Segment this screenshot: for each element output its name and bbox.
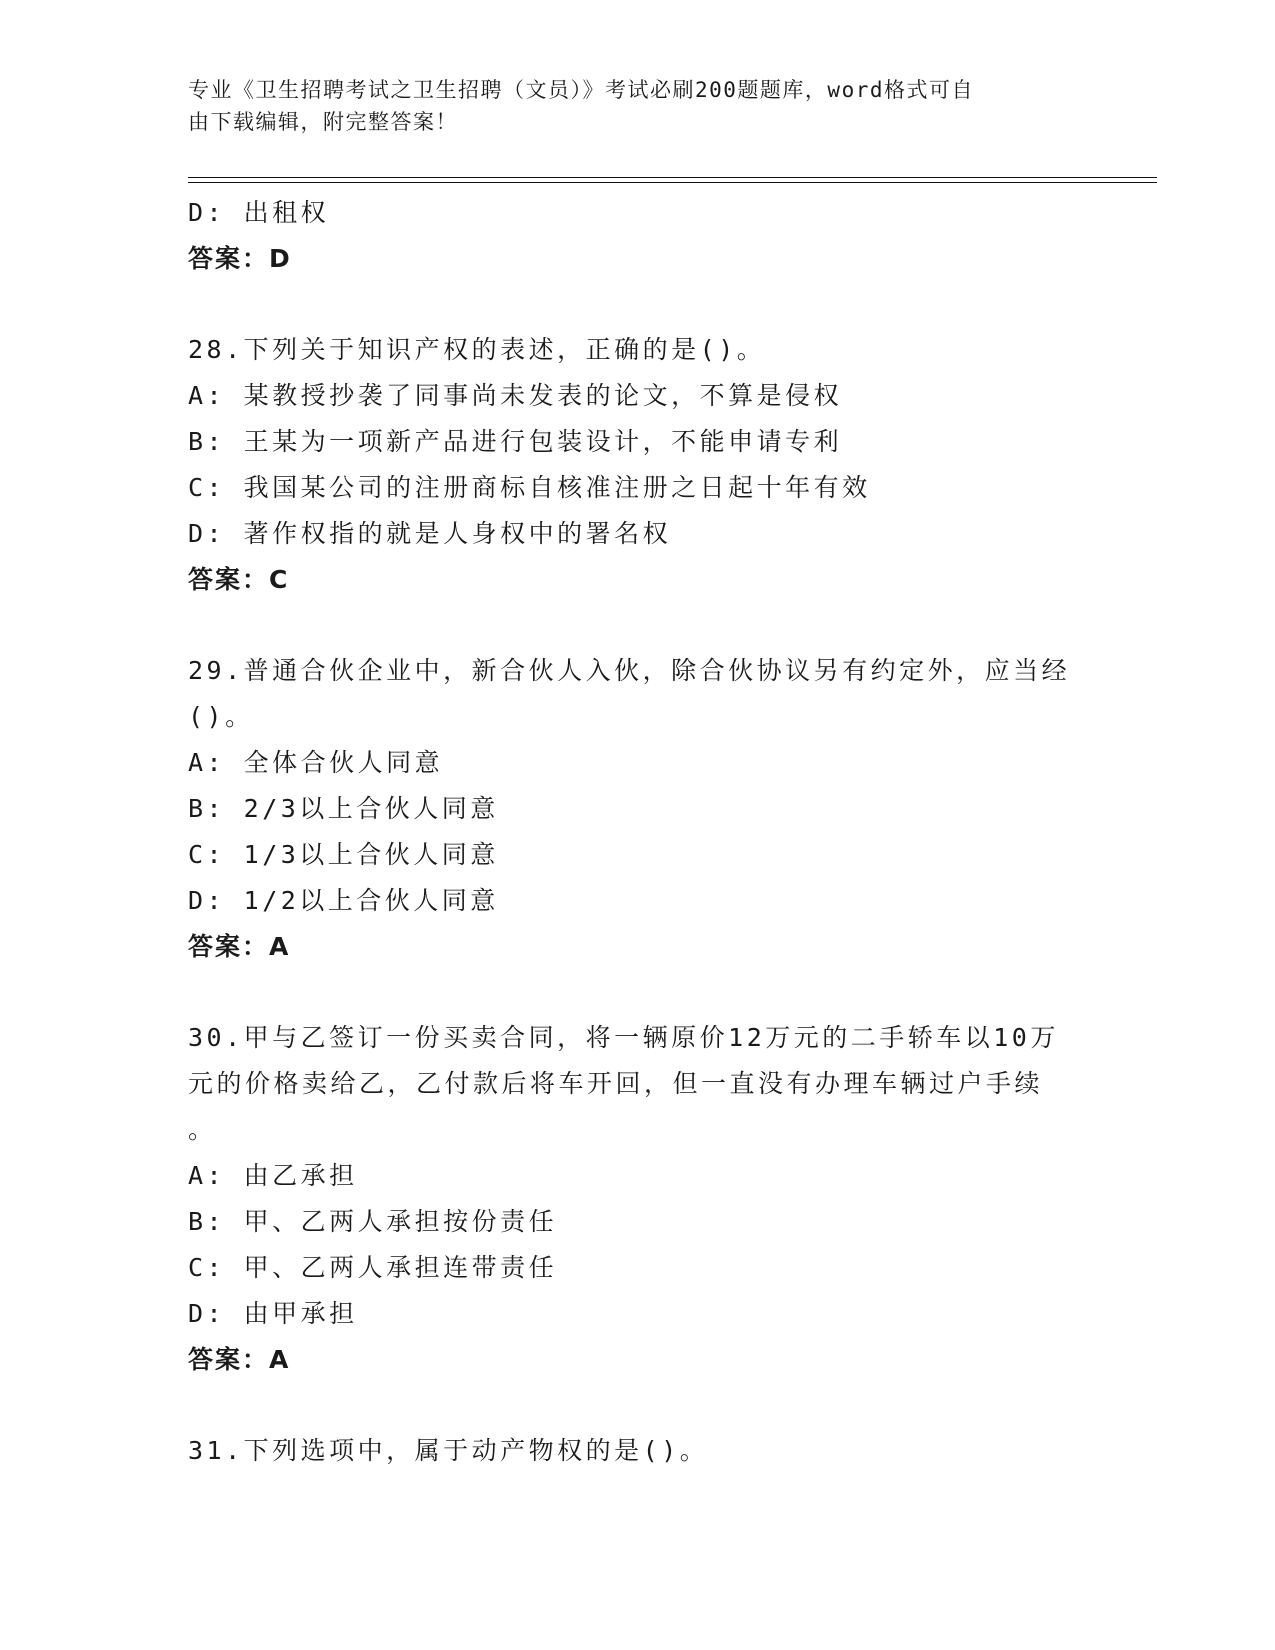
- answer-line: 答案：D: [188, 244, 292, 273]
- question-text-continued: 元的价格卖给乙，乙付款后将车开回，但一直没有办理车辆过户手续: [188, 1069, 1044, 1098]
- option-a: A: 由乙承担: [188, 1161, 358, 1190]
- header-line-1: 专业《卫生招聘考试之卫生招聘（文员）》考试必刷200题题库，word格式可自: [188, 78, 974, 102]
- option-d: D: 1/2以上合伙人同意: [188, 886, 499, 915]
- header-line-2: 由下载编辑，附完整答案！: [188, 110, 458, 134]
- question-30: [188, 1015, 1088, 1383]
- option-b: B: 2/3以上合伙人同意: [188, 794, 499, 823]
- question-text-continued: 。: [188, 1115, 217, 1144]
- option-b: B: 王某为一项新产品进行包装设计，不能申请专利: [188, 427, 843, 456]
- header-divider-top: [188, 177, 1157, 178]
- option-c: C: 甲、乙两人承担连带责任: [188, 1253, 558, 1282]
- option-d: D: 由甲承担: [188, 1299, 358, 1328]
- question-text: 30.甲与乙签订一份买卖合同，将一辆原价12万元的二手轿车以10万: [188, 1023, 1059, 1052]
- question-28: [188, 327, 1088, 603]
- option-c: C: 我国某公司的注册商标自核准注册之日起十年有效: [188, 473, 871, 502]
- option-d: D: 著作权指的就是人身权中的署名权: [188, 519, 672, 548]
- question-text: 29.普通合伙企业中，新合伙人入伙，除合伙协议另有约定外，应当经: [188, 656, 1071, 685]
- spacer: [188, 603, 1088, 648]
- question-text: 31.下列选项中，属于动产物权的是()。: [188, 1436, 709, 1465]
- page-header: [188, 74, 1068, 138]
- answer-line: 答案：C: [188, 565, 290, 594]
- option-d: D: 出租权: [188, 198, 330, 227]
- question-31: [188, 1428, 1088, 1474]
- option-a: A: 某教授抄袭了同事尚未发表的论文，不算是侵权: [188, 381, 843, 410]
- question-text-continued: ()。: [188, 702, 254, 731]
- option-b: B: 甲、乙两人承担按份责任: [188, 1207, 558, 1236]
- question-text: 28.下列关于知识产权的表述，正确的是()。: [188, 335, 766, 364]
- answer-line: 答案：A: [188, 932, 291, 961]
- question-29: [188, 648, 1088, 970]
- spacer: [188, 282, 1088, 327]
- spacer: [188, 1383, 1088, 1428]
- option-c: C: 1/3以上合伙人同意: [188, 840, 499, 869]
- answer-line: 答案：A: [188, 1345, 291, 1374]
- option-a: A: 全体合伙人同意: [188, 748, 444, 777]
- spacer: [188, 970, 1088, 1015]
- header-divider-bottom: [188, 182, 1157, 183]
- question-list: [188, 190, 1088, 1474]
